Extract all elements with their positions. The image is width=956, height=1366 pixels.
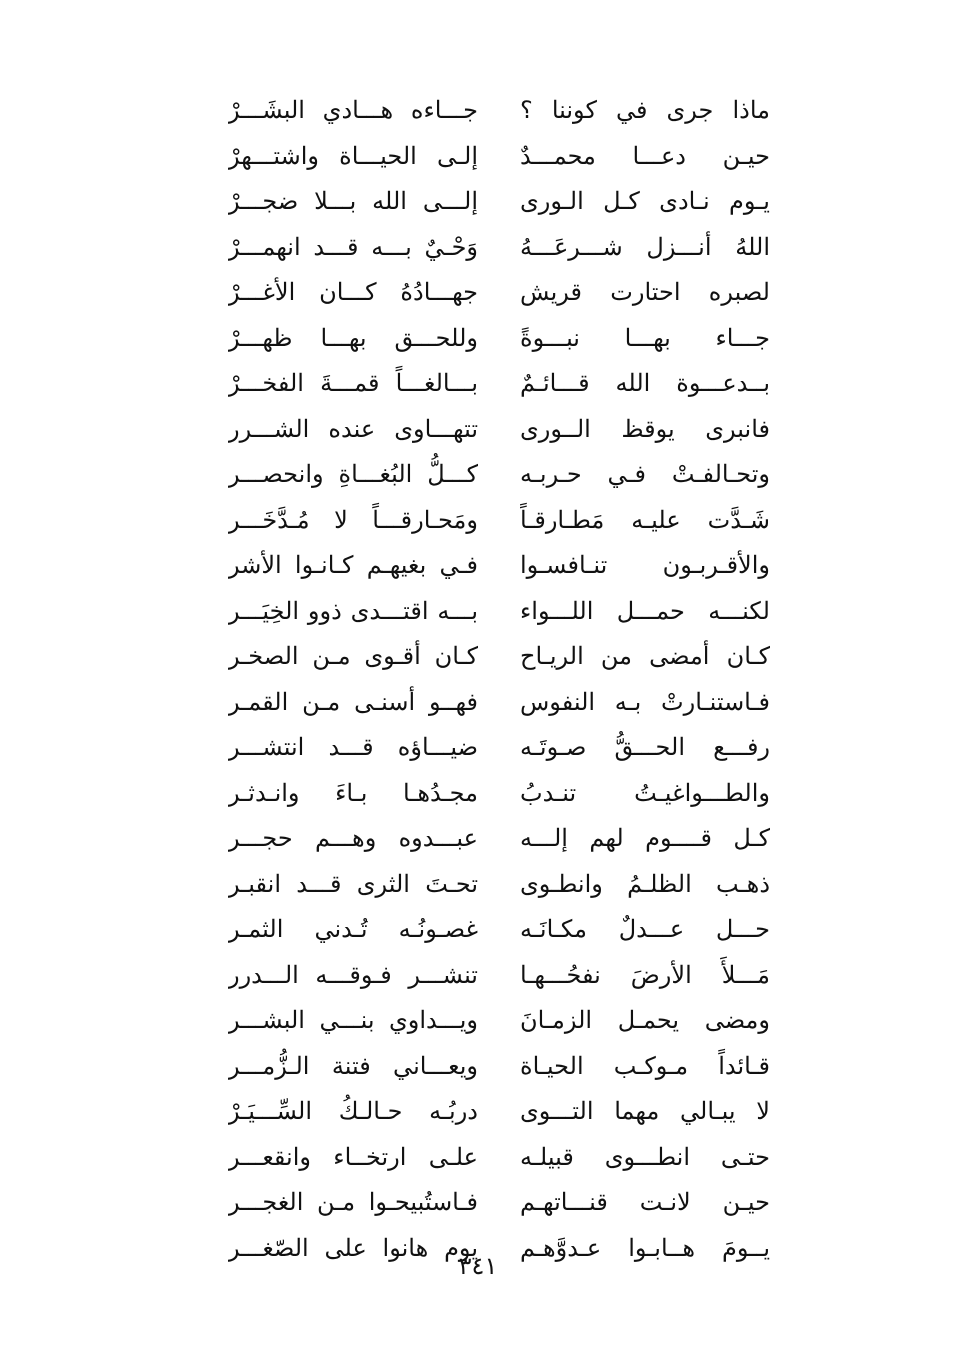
left-verse-line: مجـدُهـا بـاءَ وانـدثـر (228, 778, 478, 807)
left-verse-line: كـــلُّ البُغـــاةِ وانحصـــر (228, 460, 478, 488)
left-verse-line: فـاستُبيحـوا مـن الغجـــر (228, 1188, 478, 1216)
left-verse-line: تنشـــر فـوقـــه الـــدرر (228, 960, 478, 989)
right-verse-line: لكنـــه حمـــل اللـــواء (520, 596, 770, 625)
left-verse-line: تتهـــاوى عنده الشـــرر (228, 414, 478, 443)
right-verse-line: والطـــواغيـتُ تنـدبُ (520, 778, 770, 807)
right-verse-line: ومضى يحمـل الزمـانَ (520, 1006, 770, 1034)
right-verse-line: حـــل عـــدلٌ مكـانَـه (520, 915, 770, 943)
right-verse-line: فانبرى يوقظ الــورى (520, 414, 770, 443)
left-verse-line: بـــه اقتـــدى ذوو الخِيَـــر (228, 596, 478, 625)
left-verse-line: فـي بغيهـم كـانـوا الأشر (228, 551, 478, 579)
left-verse-line: إلـى الحيـــاة واشتـــهرْ (228, 141, 478, 170)
left-verse-line: يوم هانوا على الصّغـــر (228, 1233, 478, 1262)
left-verse-line: وَحْـيٌ بـــه قـــد انهمـــرْ (228, 232, 478, 261)
right-verse-line: كـل قــــوم لهم إلـــه (520, 824, 770, 852)
left-verse-line: ضيـــاؤه قـــد انتشـــر (228, 733, 478, 761)
left-verse-line: دربُـه حـالـكُ السِّـــيَـرْ (228, 1097, 478, 1125)
right-verse-line: يــومَ هــابـوا عـدوَّهـم (520, 1233, 770, 1262)
right-verse-line: ذهـب الظلـمُ وانطـوى (520, 869, 770, 898)
poem-right-column (520, 88, 770, 1271)
right-verse-line: حيـن دعـــا محمـــدٌ (520, 141, 770, 170)
left-verse-line: ويعـــاني فتنة الـزُّمـــر (228, 1051, 478, 1080)
right-verse-line: ماذا جرى في كوننا ؟ (520, 96, 770, 124)
left-verse-line: جهـــادُهُ كـــان الأغـــرْ (228, 278, 478, 306)
left-verse-line: ويـــداوي بنـــي البشـــر (228, 1006, 478, 1034)
left-verse-line: إلـــى الله بـــلا ضجـــرْ (228, 187, 478, 215)
right-verse-line: كـان أمضى من الريـاح (520, 642, 770, 670)
right-verse-line: وتحـالفـتْ فـي حـربـه (520, 460, 770, 488)
right-verse-line: جـــاء بهـــا نبـــوةً (520, 323, 770, 352)
left-verse-line: فهــو أسنـى مـن القمـر (228, 687, 478, 716)
left-verse-line: غصـونُـه تُـدني الثمـر (228, 915, 478, 943)
right-verse-line: قـائداً مـوكـب الحيـاة (520, 1051, 770, 1080)
right-verse-line: والأقـربـون تنـافسـوا (520, 551, 770, 579)
left-verse-line: بـــالغـــاً قمـــةَ الفخـــرْ (228, 369, 478, 397)
left-verse-line: تحـتَ الثرى قـــد انقبـر (228, 869, 478, 898)
poem-left-column (228, 88, 478, 1271)
right-verse-line: شَـدَّت عليـه مَطـارقـاً (520, 505, 770, 534)
page-number: ٣٤١ (458, 1252, 498, 1280)
right-verse-line: لصبره احتارت قريش (520, 278, 770, 306)
right-verse-line: حيـن لانـت قنـــاتهـم (520, 1188, 770, 1216)
right-verse-line: رفـــع الحـــقُّ صـوتَـه (520, 733, 770, 761)
left-verse-line: كـان أقـوى مـن الصخـر (228, 642, 478, 670)
right-verse-line: مَـــلأَ الأرضَ نفحُـــهـا (520, 960, 770, 989)
left-verse-line: ومَحـارقـــاً لا مُـدَّخَـــر (228, 505, 478, 534)
right-verse-line: حتـى انطـــوى قبيلـه (520, 1142, 770, 1171)
left-verse-line: عبـــدوه وهـــم حجـــر (228, 824, 478, 852)
right-verse-line: لا يبـالي مهما التـــوى (520, 1097, 770, 1125)
left-verse-line: علـى ارتخــاء وانقعـــر (228, 1142, 478, 1171)
right-verse-line: اللهُ أنـــزل شـــرعَـــهُ (520, 232, 770, 261)
right-verse-line: فـاستنـارتْ بـه النفوس (520, 687, 770, 716)
left-verse-line: جـــاءه هـــادي البشَـــرْ (228, 96, 478, 124)
right-verse-line: يـوم نـادى كـل الـورى (520, 187, 770, 215)
left-verse-line: وللحـــق بهـــا ظهـــرْ (228, 323, 478, 352)
right-verse-line: بــدعـــوة الله قـــائـمٌ (520, 369, 770, 397)
